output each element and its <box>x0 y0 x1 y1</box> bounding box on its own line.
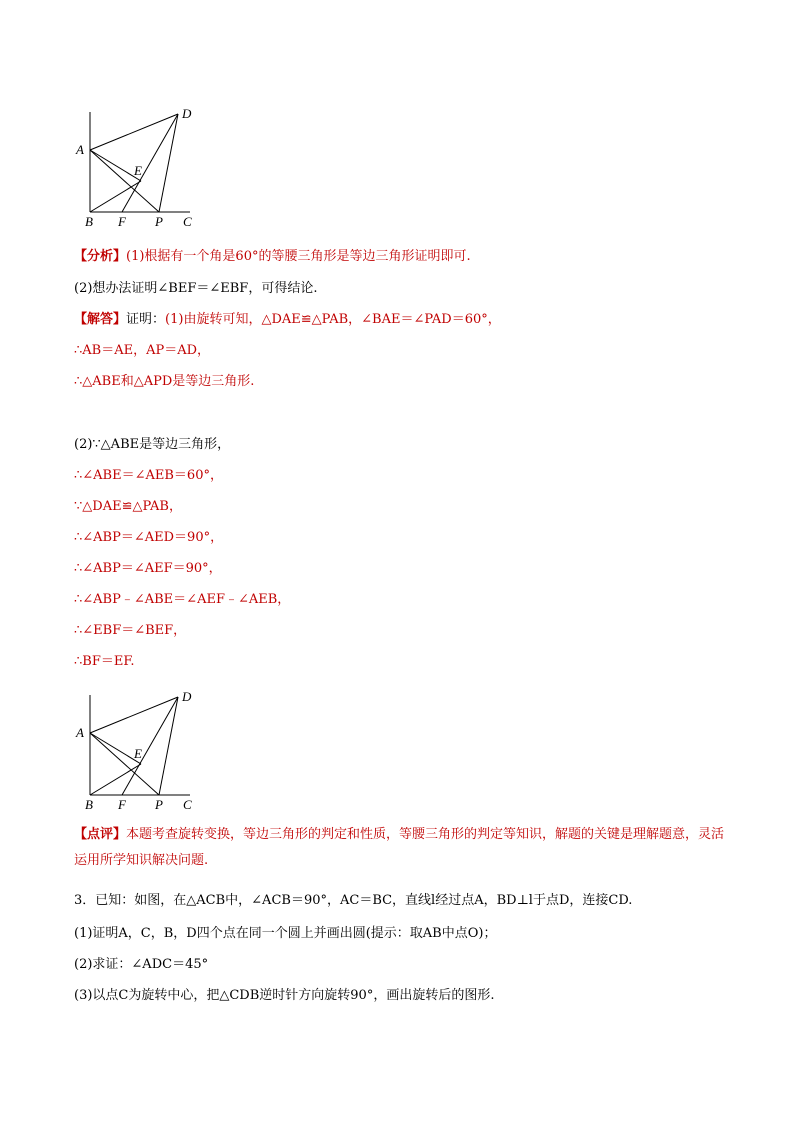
analysis-text-1: (1)根据有一个角是60°的等腰三角形是等边三角形证明即可. <box>126 249 471 264</box>
analysis-line-2 <box>74 280 317 298</box>
solution-head: 证明： <box>126 312 166 327</box>
label-d-2: D <box>182 689 192 704</box>
label-a: A <box>76 142 84 157</box>
geometry-figure-bottom <box>70 685 210 815</box>
problem3-item-2: (2)求证：∠ADC＝45° <box>74 957 209 972</box>
geometry-figure-top <box>70 102 210 232</box>
label-e-2: E <box>134 746 142 761</box>
label-f-2: F <box>118 797 126 812</box>
solution-line-1 <box>74 311 501 329</box>
solution-part1-0: (1)由旋转可知，△DAE≌△PAB，∠BAE＝∠PAD＝60°， <box>165 312 501 327</box>
solution-tag: 【解答】 <box>74 312 127 327</box>
geometry-diagram-repeat <box>70 685 210 815</box>
comment-tag: 【点评】 <box>74 827 127 842</box>
solution-part2-2: ∵△DAE≌△PAB， <box>74 499 182 514</box>
label-a-2: A <box>76 725 84 740</box>
analysis-text-2: (2)想办法证明∠BEF＝∠EBF，可得结论. <box>74 281 318 296</box>
solution-part2-0 <box>74 436 230 454</box>
geometry-diagram <box>70 102 210 232</box>
label-e: E <box>134 163 142 178</box>
label-d: D <box>182 106 192 121</box>
problem3-item-3: (3)以点C为旋转中心，把△CDB逆时针方向旋转90°，画出旋转后的图形. <box>74 988 495 1003</box>
solution-part2-3: ∴∠ABP＝∠AED＝90°， <box>74 530 224 545</box>
solution-part2-7: ∴BF＝EF. <box>74 654 135 669</box>
label-c-2: C <box>183 797 192 812</box>
comment-block <box>74 822 734 874</box>
solution-part2-0-text: (2)∵△ABE是等边三角形， <box>74 437 231 452</box>
solution-part2-1: ∴∠ABE＝∠AEB＝60°， <box>74 468 223 483</box>
label-f: F <box>118 214 126 229</box>
problem3-item-1: (1)证明A，C，B，D四个点在同一个圆上并画出圆(提示：取AB中点O)； <box>74 926 497 941</box>
label-b: B <box>85 214 93 229</box>
label-p: P <box>155 214 163 229</box>
analysis-line-1 <box>74 248 471 266</box>
solution-part2-4: ∴∠ABP＝∠AEF＝90°， <box>74 561 222 576</box>
label-b-2: B <box>85 797 93 812</box>
label-p-2: P <box>155 797 163 812</box>
solution-part1-2: ∴△ABE和△APD是等边三角形. <box>74 374 255 389</box>
solution-part1-1: ∴AB＝AE，AP＝AD， <box>74 343 211 358</box>
comment-text: 本题考查旋转变换，等边三角形的判定和性质，等腰三角形的判定等知识，解题的关键是理解题意，灵活运用所学知识解决问题. <box>74 827 725 868</box>
solution-part2-6: ∴∠EBF＝∠BEF， <box>74 623 187 638</box>
label-c: C <box>183 214 192 229</box>
analysis-tag: 【分析】 <box>74 249 127 264</box>
solution-part2-5: ∴∠ABP﹣∠ABE＝∠AEF﹣∠AEB， <box>74 592 291 607</box>
problem3-stem: 3．已知：如图，在△ACB中，∠ACB＝90°，AC＝BC，直线l经过点A，BD⊥l于点D，连接CD. <box>74 893 633 908</box>
